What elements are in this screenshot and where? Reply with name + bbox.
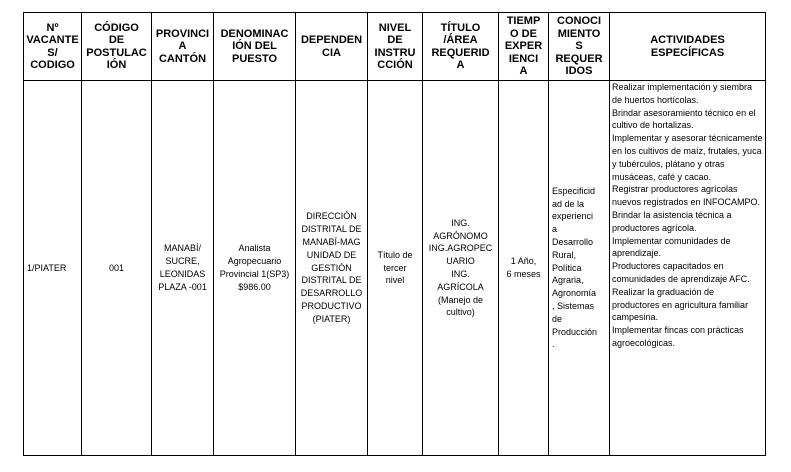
cell-text: .	[552, 339, 555, 350]
cell-conocimientos	[549, 81, 610, 456]
cell-text: Rural,	[552, 249, 577, 260]
cell-text: ad de la	[552, 198, 585, 209]
header-text: DE	[387, 34, 403, 46]
header-actividades	[610, 13, 766, 81]
cell-titulo	[423, 81, 499, 456]
header-codigo	[82, 13, 152, 81]
activity-item: Realizar implementación y siembra de huertos hortícolas.	[612, 82, 753, 105]
cell-text: a	[552, 224, 558, 235]
cell-text: experienci	[552, 211, 594, 222]
header-conocimientos	[549, 13, 610, 81]
cell-text: Agropecuario	[227, 256, 282, 267]
cell-text: DIRECCIÓN	[306, 211, 357, 222]
header-text: /ÁREA	[443, 34, 478, 46]
cell-vacante: 1/PIATER	[24, 81, 82, 456]
cell-text: Política	[552, 262, 582, 273]
cell-text: SUCRE,	[165, 256, 200, 267]
header-dependencia	[296, 13, 368, 81]
header-puesto	[214, 13, 296, 81]
cell-text: 1 Año,	[510, 256, 537, 267]
cell-text: Desarrollo	[552, 237, 594, 247]
activity-item: Productores capacitados en comunidades de aprendizaje AFC.	[612, 261, 750, 284]
cell-text: PRODUCTIVO	[301, 300, 362, 311]
cell-text: DISTRITAL DE	[301, 275, 362, 286]
header-text: A	[456, 59, 465, 71]
header-text: IDOS	[565, 65, 593, 78]
header-text: EXPER	[504, 40, 543, 53]
table-row	[24, 81, 766, 456]
cell-text: $986.00	[238, 281, 271, 292]
cell-text: de	[552, 313, 563, 324]
header-text: VACANTE	[26, 34, 79, 46]
header-text: CODIGO	[30, 59, 75, 71]
cell-actividades	[610, 81, 766, 456]
cell-text: UARIO	[446, 256, 475, 267]
header-text: CIA	[322, 46, 341, 59]
cell-text: LEONIDAS	[159, 269, 206, 279]
cell-text: Título de	[377, 249, 413, 260]
header-text: CÓDIGO	[94, 21, 139, 34]
cell-text: 6 meses	[506, 269, 541, 279]
cell-tiempo	[499, 81, 549, 456]
header-text: REQUERID	[431, 46, 490, 59]
header-text: POSTULAC	[86, 46, 147, 59]
header-text: IÓN	[106, 59, 127, 71]
header-text: CANTÓN	[158, 52, 207, 65]
header-text: MIENTO	[557, 27, 601, 40]
header-nivel	[368, 13, 423, 81]
cell-text: Provincial 1(SP3)	[219, 269, 290, 279]
header-text: TIEMP	[506, 15, 541, 28]
header-text: TÍTULO	[440, 21, 481, 34]
cell-text: (PIATER)	[312, 313, 351, 324]
activity-item: Implementar fincas con prácticas agroecológicas.	[612, 325, 744, 348]
cell-text: cultivo)	[446, 307, 475, 318]
cell-text: ING.	[451, 217, 470, 228]
cell-text: Analista	[238, 243, 271, 254]
activity-item: Realizar la graduación de productores en agricultura familiar campesina.	[612, 286, 749, 323]
header-text: S	[575, 40, 583, 53]
cell-text: MANABÍ/	[163, 243, 201, 254]
activity-item: Brindar asesoramiento técnico en el cultivo de hortalizas.	[612, 107, 756, 131]
header-tiempo	[499, 13, 549, 81]
cell-text: , Sistemas	[552, 300, 595, 311]
header-text: NIVEL	[378, 21, 412, 34]
header-text: A	[519, 65, 528, 78]
cell-text: Agronomía	[552, 288, 597, 299]
cell-text: nivel	[385, 275, 405, 286]
activity-item: Brindar la asistencia técnica a productores agrícola.	[612, 209, 732, 233]
activity-item: Registrar productores agrícolas nuevos registrados en INFOCAMPO.	[612, 184, 761, 208]
cell-text: GESTIÓN	[311, 262, 352, 273]
header-text: ACTIVIDADES	[650, 34, 725, 46]
cell-dependencia	[296, 81, 368, 456]
header-text: A	[178, 40, 187, 53]
cell-text: PLAZA -001	[158, 281, 207, 292]
cell-text: MANABÍ-MAG	[302, 237, 361, 247]
cell-text: ING.AGROPEC	[428, 243, 493, 254]
cell-text: AGRÍCOLA	[437, 281, 484, 292]
header-text: O DE	[510, 27, 537, 40]
vacancies-table	[23, 12, 766, 456]
cell-codigo: 001	[82, 81, 152, 456]
header-text: INSTRU	[374, 46, 416, 59]
header-text: DEPENDEN	[300, 34, 363, 46]
header-titulo	[423, 13, 499, 81]
cell-text: DISTRITAL DE	[301, 224, 362, 235]
header-text: S/	[47, 46, 58, 59]
header-text: CONOCI	[557, 15, 601, 28]
header-vacante	[24, 13, 82, 81]
header-row	[24, 13, 766, 81]
header-text: PUESTO	[231, 52, 278, 65]
header-text: REQUER	[555, 52, 603, 65]
cell-text: Especificid	[552, 185, 596, 196]
cell-text: tercer	[383, 262, 407, 273]
header-text: ESPECÍFICAS	[650, 46, 725, 59]
cell-puesto	[214, 81, 296, 456]
header-text: PROVINCI	[155, 27, 210, 40]
header-text: DE	[108, 34, 125, 46]
header-text: IÓN DEL	[232, 40, 277, 53]
cell-text: (Manejo de	[437, 294, 484, 305]
activity-item: Implementar comunidades de aprendizaje.	[612, 235, 731, 259]
cell-provincia	[152, 81, 214, 456]
cell-text: ING.	[451, 269, 470, 279]
cell-text: DESARROLLO	[300, 288, 363, 299]
header-provincia	[152, 13, 214, 81]
activity-item: Implementar y asesorar técnicamente en los cultivos de maíz, frutales, yuca y tubérculos, plátano y otras musáceas, café y cacao.	[612, 133, 763, 182]
header-text: Nº	[46, 21, 59, 34]
header-text: DENOMINAC	[220, 27, 289, 40]
header-text: IENCI	[508, 52, 539, 65]
cell-text: Agraria,	[552, 275, 584, 286]
header-text: CCIÓN	[377, 59, 413, 71]
cell-text: UNIDAD DE	[306, 249, 357, 260]
cell-nivel	[368, 81, 423, 456]
cell-text: AGRÓNOMO	[433, 230, 488, 241]
cell-text: Producción	[552, 326, 598, 337]
